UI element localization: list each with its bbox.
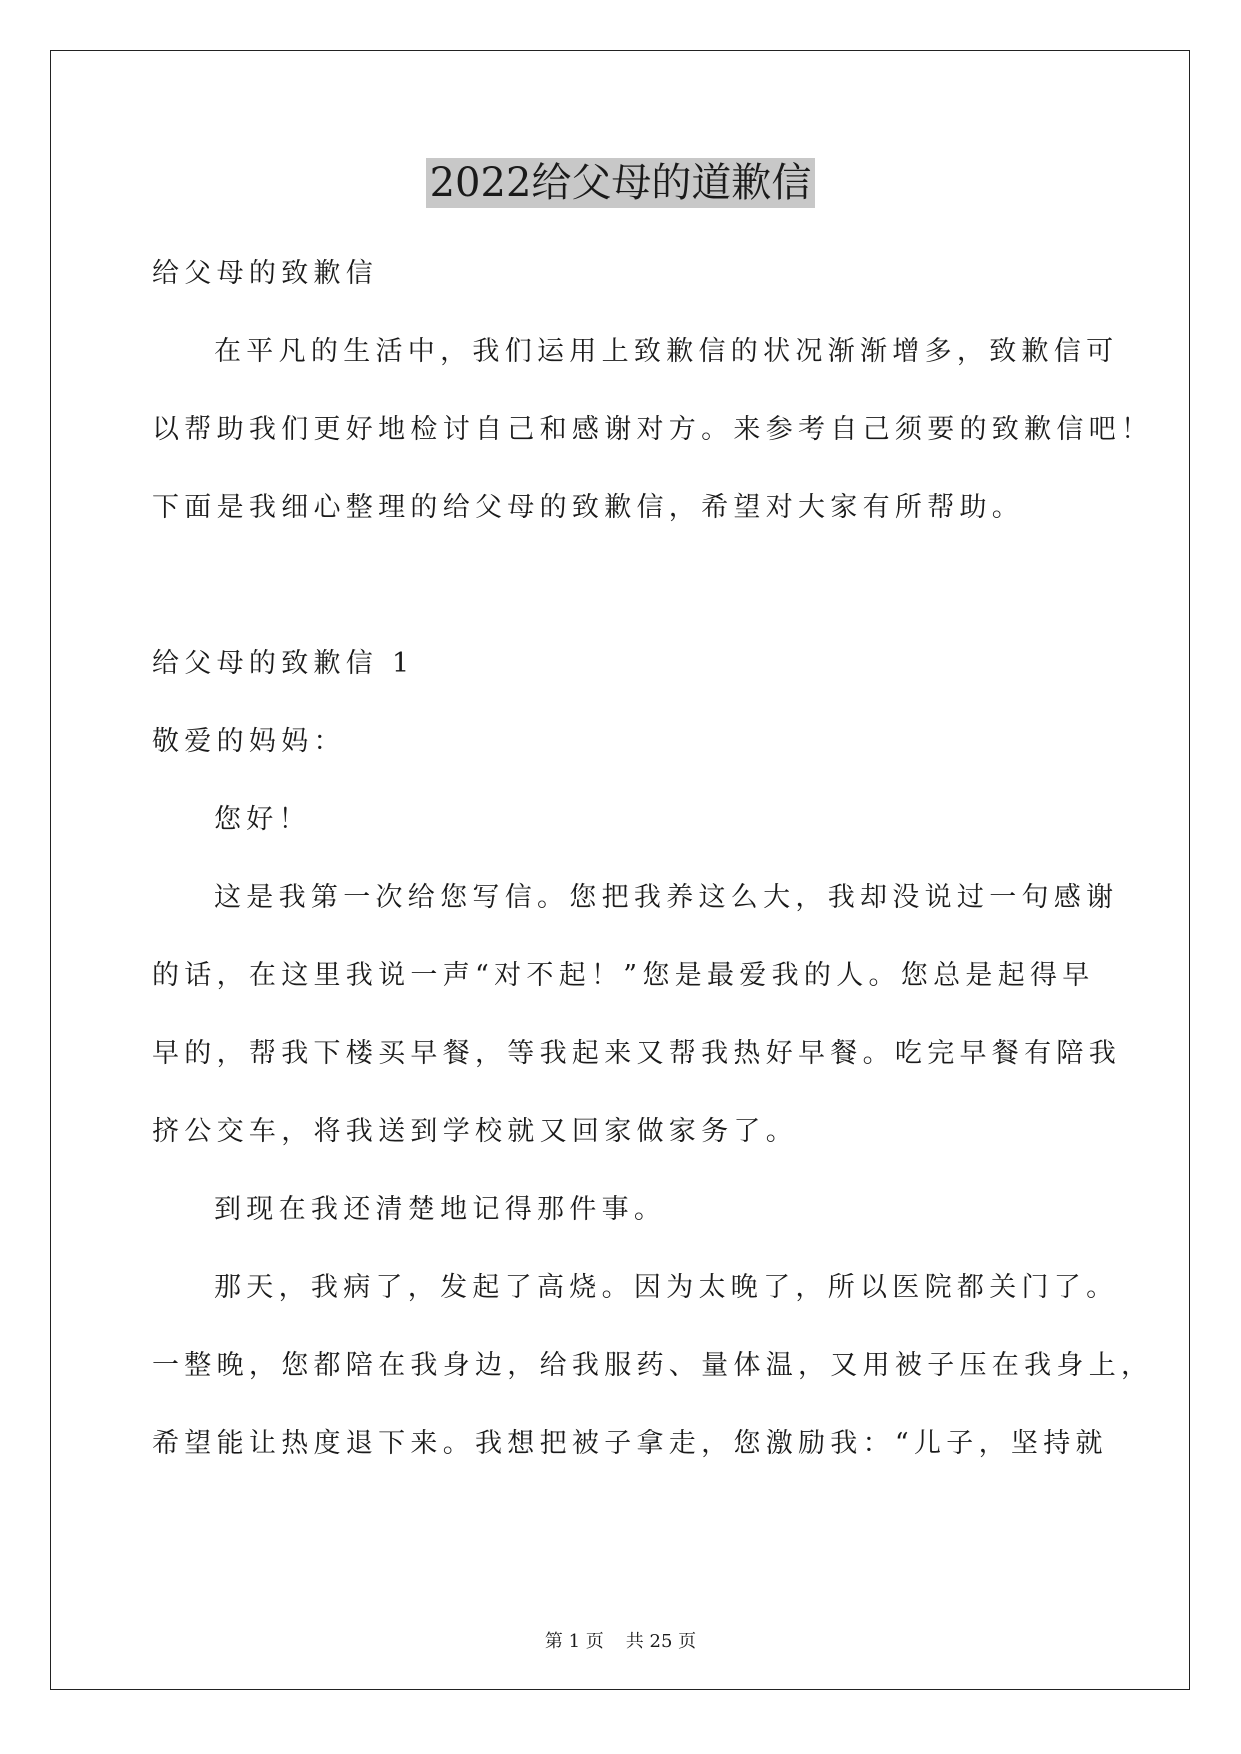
blank-line (152, 547, 1092, 625)
text-line: 给父母的致歉信 (152, 258, 379, 289)
text-line: 的话，在这里我说一声“对不起！”您是最爱我的人。您总是起得早 (152, 960, 1095, 991)
text-line: 您好！ (214, 804, 311, 835)
text-line: 这是我第一次给您写信。您把我养这么大，我却没说过一句感谢 (214, 882, 1119, 913)
document-body (152, 235, 1154, 1483)
text-line: 那天，我病了，发起了高烧。因为太晚了，所以医院都关门了。 (214, 1272, 1119, 1303)
text-line: 下面是我细心整理的给父母的致歉信，希望对大家有所帮助。 (152, 492, 1025, 523)
document-title (0, 155, 1241, 211)
text-line: 挤公交车，将我送到学校就又回家做家务了。 (152, 1116, 798, 1147)
text-line: 给父母的致歉信 1 (152, 648, 415, 679)
text-line: 到现在我还清楚地记得那件事。 (214, 1194, 667, 1225)
page-footer (0, 1630, 1241, 1654)
text-line: 在平凡的生活中，我们运用上致歉信的状况渐渐增多，致歉信可 (214, 336, 1119, 367)
page-total: 共 25 页 (625, 1631, 697, 1652)
text-line: 以帮助我们更好地检讨自己和感谢对方。来参考自己须要的致歉信吧！ (152, 414, 1154, 445)
page-number: 第 1 页 (544, 1631, 604, 1652)
text-line: 希望能让热度退下来。我想把被子拿走，您激励我：“儿子，坚持就 (152, 1428, 1108, 1459)
text-line: 敬爱的妈妈： (152, 726, 346, 757)
text-line: 早的，帮我下楼买早餐，等我起来又帮我热好早餐。吃完早餐有陪我 (152, 1038, 1121, 1069)
document-title-text: 2022给父母的道歉信 (426, 158, 816, 208)
text-line: 一整晚，您都陪在我身边，给我服药、量体温，又用被子压在我身上， (152, 1350, 1154, 1381)
